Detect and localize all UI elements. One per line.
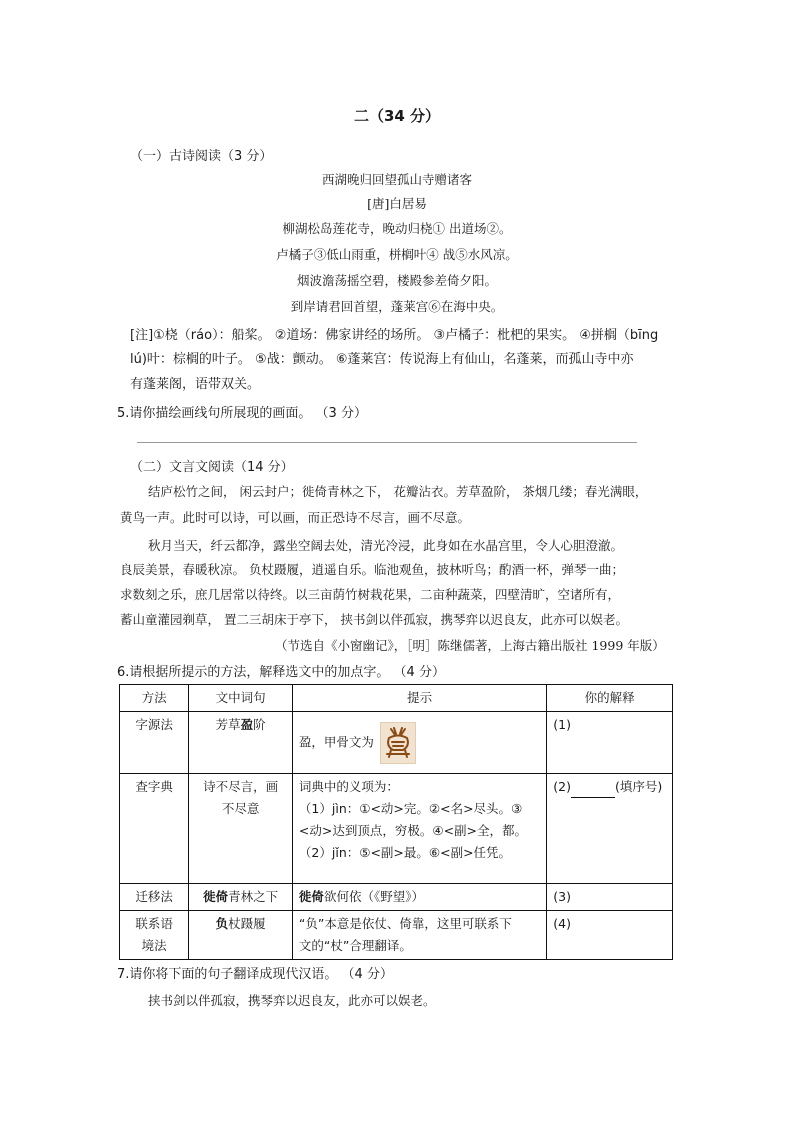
question-7: 7.请你将下面的句子翻译成现代汉语。 （4 分） (117, 967, 393, 982)
poem-note-line-1: [注]①桡（ráo）：船桨。 ②道场：佛家讲经的场所。 ③卢橘子：枇杷的果实。 ④拼榈（bīng (130, 328, 659, 343)
header-answer: 你的解释 (547, 685, 673, 712)
text-source: （节选自《小窗幽记》，［明］陈继儒著，上海古籍出版社 1999 年版） (275, 638, 665, 653)
row3-phrase: 徙倚青林之下 (189, 884, 293, 911)
row4-answer[interactable]: (4) (547, 911, 673, 960)
row1-hint: 盈，甲骨文为 (292, 712, 546, 774)
row1-answer[interactable]: (1) (547, 712, 673, 774)
answer-blank[interactable] (571, 783, 615, 798)
poem-line-1: 柳湖松岛莲花寺，晚动归桡① 出道场②。 (282, 221, 512, 236)
table-row (120, 884, 673, 911)
question-5: 5.请你描绘画线句所展现的画面。 （3 分） (117, 406, 367, 421)
text-paragraph-line-6: 蓄山童灌园剃草， 置二三胡床于亭下， 挟书剑以伴孤寂，携琴弈以迟良友，此亦可以娱老。 (120, 612, 628, 627)
row3-method: 迁移法 (120, 884, 189, 911)
poem-line-3: 烟波澹荡摇空碧，楼殿参差倚夕阳。 (296, 273, 497, 288)
table-row (120, 712, 673, 774)
row3-answer[interactable]: (3) (547, 884, 673, 911)
question-6: 6.请根据所提示的方法，解释选文中的加点字。 （4 分） (117, 665, 445, 680)
text-paragraph-line-1: 结庐松竹之间， 闲云封户；徙倚青林之下， 花瓣沾衣。芳草盈阶， 茶烟几缕；春光满眼， (148, 484, 648, 499)
row4-phrase: 负杖蹑履 (189, 911, 293, 960)
row2-answer[interactable]: (2) (填序号) (547, 774, 673, 884)
table-row (120, 911, 673, 960)
part1-heading: （一）古诗阅读（3 分） (130, 149, 273, 164)
text-paragraph-line-3: 秋月当天，纤云都净，露坐空阔去处，清光冷浸，此身如在水晶宫里，令人心胆澄澈。 (148, 538, 624, 553)
q7-sentence: 挟书剑以伴孤寂，携琴弈以迟良友，此亦可以娱老。 (148, 993, 436, 1008)
table-row (120, 774, 673, 884)
poem-author: [唐]白居易 (367, 196, 427, 211)
row4-method: 联系语 境法 (120, 911, 189, 960)
oracle-bone-glyph-icon (380, 722, 416, 764)
text-paragraph-line-4: 良辰美景，春暖秋凉。 负杖蹑履，逍遥自乐。临池观鱼，披林听鸟；酌酒一杯，弹琴一曲； (120, 562, 624, 577)
text-paragraph-line-5: 求数刻之乐，庶几居常以待终。以三亩荫竹树栽花果，二亩种蔬菜，四壁清旷，空诸所有， (120, 587, 621, 602)
row1-phrase: 芳草盈阶 (189, 712, 293, 774)
part2-heading: （二）文言文阅读（14 分） (130, 460, 294, 475)
row2-hint: 词典中的义项为： （1）jìn：①<动>完。②<名>尽头。③ <动>达到顶点，穷极。④<副>全，都。 （2）jǐn：⑤<副>最。⑥<副>任凭。 (292, 774, 546, 884)
poem-line-4: 到岸请君回首望，蓬莱宫⑥在海中央。 (290, 299, 504, 314)
poem-title: 西湖晚归回望孤山寺赠诸客 (321, 172, 472, 187)
header-phrase: 文中词句 (189, 685, 293, 712)
poem-note-line-2: lú)叶：棕榈的叶子。 ⑤战：颤动。 ⑥蓬莱宫：传说海上有仙山，名蓬莱，而孤山寺中亦 (130, 352, 634, 367)
answer-line-q5[interactable] (137, 442, 637, 443)
header-method: 方法 (120, 685, 189, 712)
header-hint: 提示 (292, 685, 546, 712)
section-title: 二（34 分） (353, 107, 441, 125)
poem-line-2: 卢橘子③低山雨重，栟榈叶④ 战⑤水风凉。 (276, 247, 518, 262)
row3-hint: 徙倚欲何依（《野望》） (292, 884, 546, 911)
explanation-table (119, 684, 673, 960)
row1-method: 字源法 (120, 712, 189, 774)
row4-hint: “负”本意是依仗、倚靠，这里可联系下 文的“杖”合理翻译。 (292, 911, 546, 960)
poem-note-line-3: 有蓬莱阁，语带双关。 (130, 377, 261, 392)
table-header-row (120, 685, 673, 712)
row2-method: 查字典 (120, 774, 189, 884)
row2-phrase: 诗不尽言，画 不尽意 (189, 774, 293, 884)
text-paragraph-line-2: 黄鸟一声。此时可以诗，可以画，而正恐诗不尽言，画不尽意。 (120, 510, 471, 525)
